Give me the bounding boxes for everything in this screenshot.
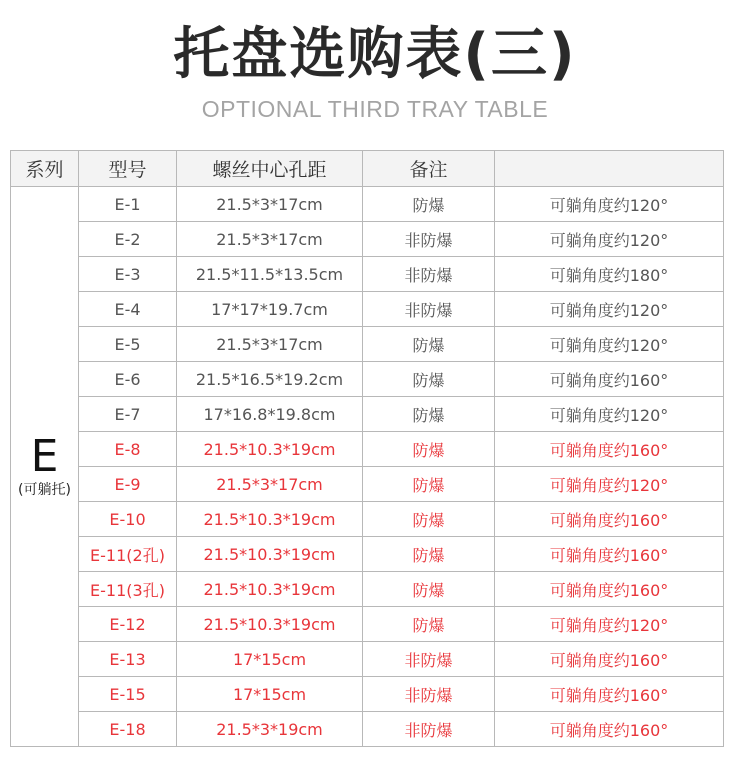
table-body — [11, 187, 724, 747]
cell-hole-spacing: 21.5*3*17cm — [177, 187, 363, 222]
page-title: 托盘选购表(三) — [173, 22, 577, 87]
cell-angle: 可躺角度约120° — [495, 607, 724, 642]
cell-hole-spacing: 21.5*10.3*19cm — [177, 502, 363, 537]
cell-hole-spacing: 21.5*10.3*19cm — [177, 607, 363, 642]
table-row — [11, 327, 724, 362]
cell-angle: 可躺角度约160° — [495, 502, 724, 537]
cell-model: E-13 — [79, 642, 177, 677]
cell-model: E-7 — [79, 397, 177, 432]
cell-model: E-1 — [79, 187, 177, 222]
cell-model: E-5 — [79, 327, 177, 362]
cell-remark: 防爆 — [363, 362, 495, 397]
cell-hole-spacing: 21.5*3*17cm — [177, 467, 363, 502]
cell-angle: 可躺角度约120° — [495, 292, 724, 327]
cell-angle: 可躺角度约160° — [495, 642, 724, 677]
table-row — [11, 502, 724, 537]
table-row — [11, 362, 724, 397]
cell-hole-spacing: 21.5*10.3*19cm — [177, 432, 363, 467]
cell-remark: 非防爆 — [363, 642, 495, 677]
cell-model: E-12 — [79, 607, 177, 642]
cell-angle: 可躺角度约120° — [495, 467, 724, 502]
column-header-model: 型号 — [79, 151, 177, 187]
cell-model: E-15 — [79, 677, 177, 712]
table-row — [11, 397, 724, 432]
series-letter: E — [30, 430, 59, 482]
column-header-hole-spacing: 螺丝中心孔距 — [177, 151, 363, 187]
cell-angle: 可躺角度约120° — [495, 222, 724, 257]
table-row — [11, 677, 724, 712]
cell-angle: 可躺角度约180° — [495, 257, 724, 292]
cell-hole-spacing: 21.5*11.5*13.5cm — [177, 257, 363, 292]
table-row — [11, 642, 724, 677]
cell-angle: 可躺角度约120° — [495, 397, 724, 432]
cell-remark: 防爆 — [363, 607, 495, 642]
cell-remark: 防爆 — [363, 502, 495, 537]
cell-remark: 防爆 — [363, 572, 495, 607]
column-header-series: 系列 — [11, 151, 79, 187]
cell-model: E-11(2孔) — [79, 537, 177, 572]
cell-angle: 可躺角度约120° — [495, 187, 724, 222]
cell-angle: 可躺角度约160° — [495, 677, 724, 712]
page-subtitle: OPTIONAL THIRD TRAY TABLE — [201, 96, 549, 122]
cell-angle: 可躺角度约160° — [495, 572, 724, 607]
cell-angle: 可躺角度约120° — [495, 327, 724, 362]
table-row — [11, 257, 724, 292]
cell-remark: 非防爆 — [363, 292, 495, 327]
cell-remark: 非防爆 — [363, 222, 495, 257]
cell-remark: 防爆 — [363, 467, 495, 502]
cell-hole-spacing: 17*17*19.7cm — [177, 292, 363, 327]
cell-hole-spacing: 21.5*10.3*19cm — [177, 537, 363, 572]
cell-angle: 可躺角度约160° — [495, 712, 724, 747]
cell-hole-spacing: 17*15cm — [177, 642, 363, 677]
cell-remark: 非防爆 — [363, 677, 495, 712]
table-row — [11, 712, 724, 747]
table-header-row — [11, 151, 724, 187]
cell-model: E-6 — [79, 362, 177, 397]
cell-model: E-4 — [79, 292, 177, 327]
cell-model: E-8 — [79, 432, 177, 467]
column-header-angle — [495, 151, 724, 187]
table-row — [11, 187, 724, 222]
table-row — [11, 572, 724, 607]
table-row — [11, 607, 724, 642]
table-row — [11, 467, 724, 502]
cell-remark: 防爆 — [363, 187, 495, 222]
cell-remark: 非防爆 — [363, 257, 495, 292]
table-row — [11, 222, 724, 257]
cell-hole-spacing: 21.5*16.5*19.2cm — [177, 362, 363, 397]
cell-hole-spacing: 21.5*10.3*19cm — [177, 572, 363, 607]
table-row — [11, 292, 724, 327]
cell-model: E-10 — [79, 502, 177, 537]
cell-model: E-9 — [79, 467, 177, 502]
cell-remark: 防爆 — [363, 397, 495, 432]
cell-model: E-11(3孔) — [79, 572, 177, 607]
tray-selection-table — [10, 150, 724, 747]
cell-remark: 防爆 — [363, 537, 495, 572]
cell-model: E-18 — [79, 712, 177, 747]
series-note: (可躺托) — [18, 481, 71, 498]
series-cell — [11, 187, 79, 747]
cell-hole-spacing: 17*16.8*19.8cm — [177, 397, 363, 432]
cell-remark: 防爆 — [363, 327, 495, 362]
cell-hole-spacing: 21.5*3*17cm — [177, 327, 363, 362]
cell-remark: 防爆 — [363, 432, 495, 467]
cell-angle: 可躺角度约160° — [495, 537, 724, 572]
cell-model: E-2 — [79, 222, 177, 257]
column-header-remark: 备注 — [363, 151, 495, 187]
cell-angle: 可躺角度约160° — [495, 362, 724, 397]
cell-remark: 非防爆 — [363, 712, 495, 747]
table-row — [11, 537, 724, 572]
cell-hole-spacing: 21.5*3*17cm — [177, 222, 363, 257]
cell-hole-spacing: 17*15cm — [177, 677, 363, 712]
cell-angle: 可躺角度约160° — [495, 432, 724, 467]
cell-hole-spacing: 21.5*3*19cm — [177, 712, 363, 747]
cell-model: E-3 — [79, 257, 177, 292]
table-row — [11, 432, 724, 467]
